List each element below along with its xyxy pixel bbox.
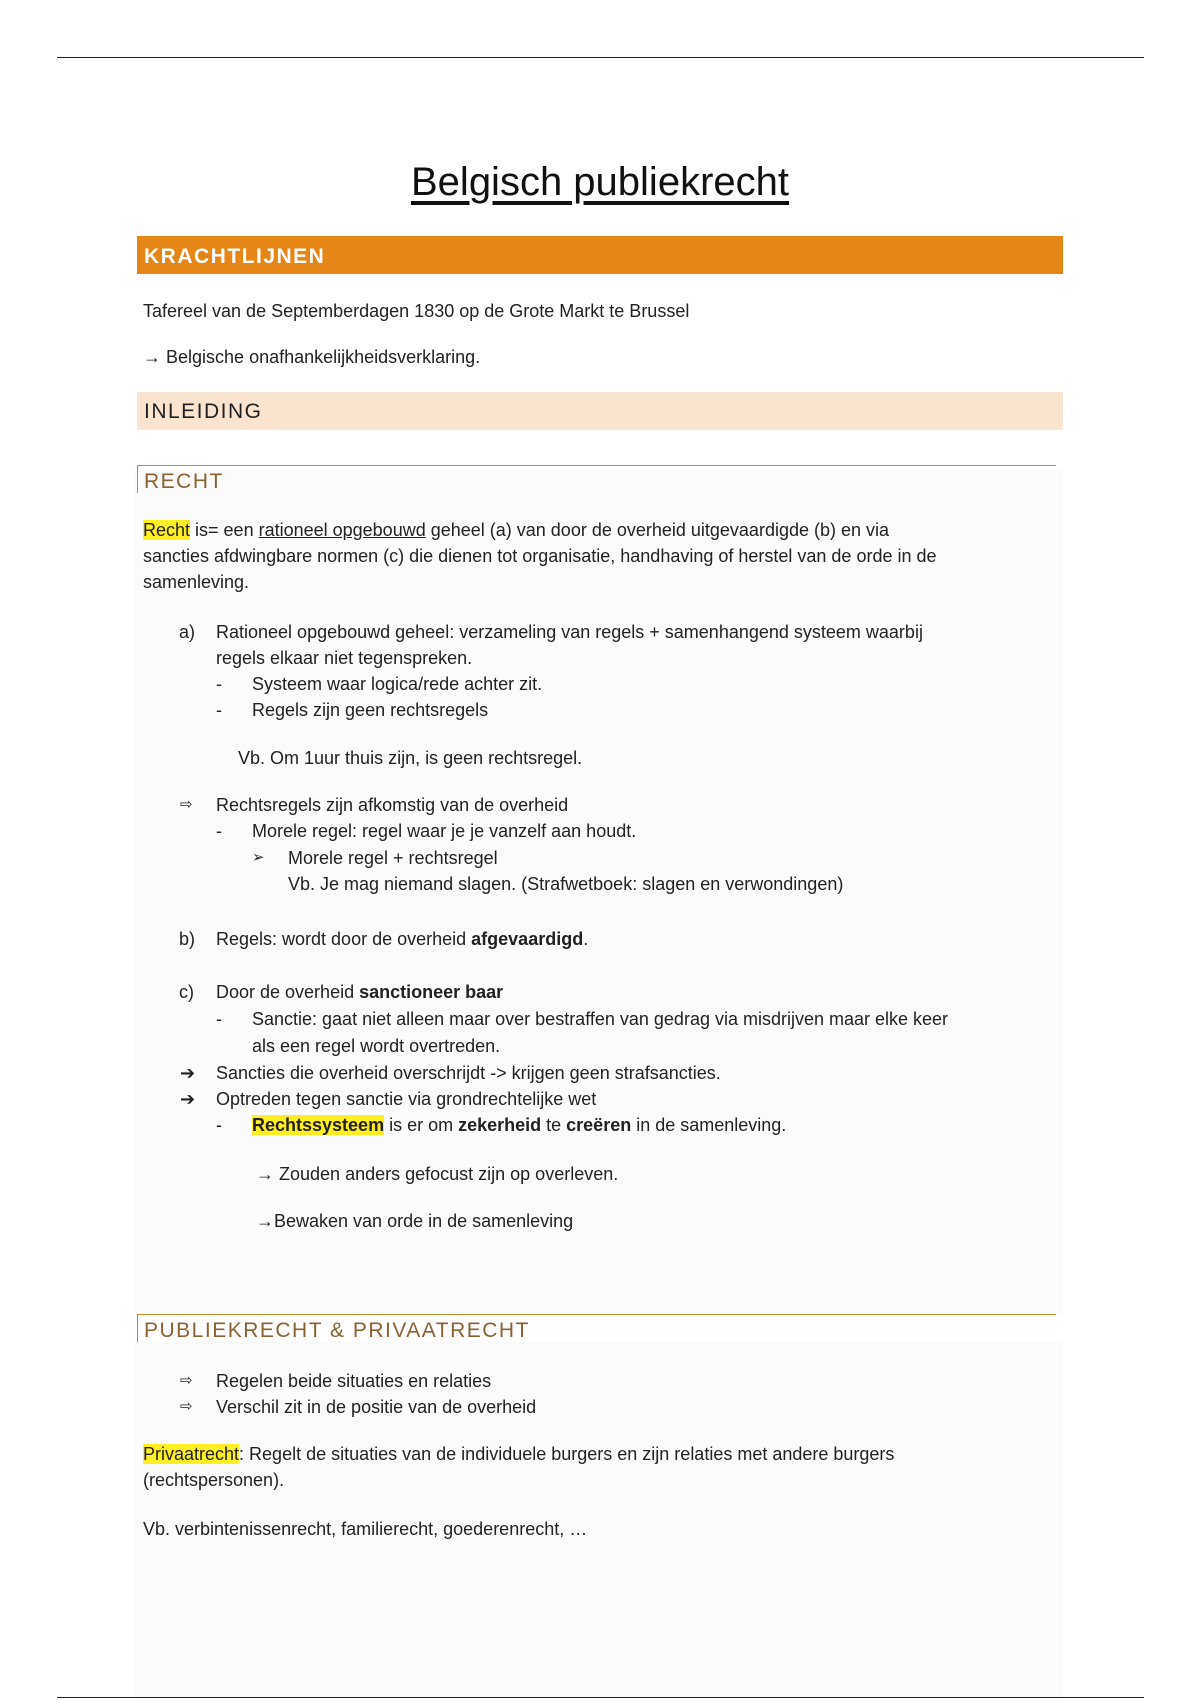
arrow-right-icon: → (256, 1211, 274, 1231)
page-title: Belgisch publiekrecht (411, 160, 789, 204)
dash-marker: - (216, 1009, 222, 1029)
item-c-sub1: Sanctie: gaat niet alleen maar over bestraffen van gedrag via misdrijven maar elke keer (252, 1009, 949, 1029)
recht-definition-line2: sancties afdwingbare normen (c) die dienen tot organisatie, handhaving of herstel van de orde in de (143, 546, 937, 566)
item-c-sub1b: als een regel wordt overtreden. (252, 1036, 501, 1056)
item-a-line2: regels elkaar niet tegenspreken. (216, 648, 473, 668)
bold-arrow-icon: ➔ (180, 1063, 196, 1083)
krachtlijnen-line2 (143, 344, 480, 370)
heading-recht: RECHT (137, 465, 1056, 493)
heading-publiek-privaat: PUBLIEKRECHT & PRIVAATRECHT (137, 1314, 1056, 1342)
outcome-1-text: Zouden anders gefocust zijn op overleven. (279, 1164, 619, 1184)
rechtsregels-text: Rechtsregels zijn afkomstig van de overheid (216, 795, 569, 815)
outcome-line2 (256, 1208, 573, 1234)
privaatrecht-example: Vb. verbintenissenrecht, familierecht, goederenrecht, … (143, 1519, 588, 1539)
privaatrecht-line2: (rechtspersonen). (143, 1470, 285, 1490)
highlight-recht: Recht (143, 520, 191, 540)
rechtsregels-sub: Morele regel: regel waar je je vanzelf aan houdt. (252, 821, 637, 841)
recht-def-is: is= een (190, 520, 259, 540)
hollow-arrow-icon: ⇨ (180, 796, 193, 813)
heading-krachtlijnen: KRACHTLIJNEN (137, 236, 1063, 274)
highlight-privaatrecht: Privaatrecht (143, 1444, 240, 1464)
recht-def-underlined: rationeel opgebouwd (258, 520, 426, 540)
item-c-plain: Door de overheid (216, 982, 360, 1002)
item-c-marker: c) (179, 982, 194, 1002)
dash-marker: - (216, 700, 222, 720)
krachtlijnen-line2-text: Belgische onafhankelijkheidsverklaring. (166, 347, 481, 367)
item-a-line1: Rationeel opgebouwd geheel: verzameling van regels + samenhangend systeem waarbij (216, 622, 923, 642)
bottom-rule (57, 1697, 1144, 1698)
item-a-example: Vb. Om 1uur thuis zijn, is geen rechtsregel. (238, 748, 583, 768)
top-rule (57, 57, 1144, 58)
outcome-2-text: Bewaken van orde in de samenleving (274, 1211, 574, 1231)
recht-definition-line1 (143, 517, 889, 543)
arrow-right-icon: → (256, 1164, 274, 1184)
highlight-rechtssysteem: Rechtssysteem (252, 1115, 385, 1135)
rs-mid1: is er om (384, 1115, 459, 1135)
item-b-marker: b) (179, 929, 196, 949)
dash-marker: - (216, 674, 222, 694)
arrowhead-bullet-icon: ➢ (252, 849, 265, 866)
rechtsregels-subsub: Morele regel + rechtsregel (288, 848, 498, 868)
item-b-end: . (583, 929, 589, 949)
publiek-point1: Regelen beide situaties en relaties (216, 1371, 492, 1391)
item-a-marker: a) (179, 622, 196, 642)
dash-marker: - (216, 821, 222, 841)
rs-bold-zekerheid: zekerheid (458, 1115, 542, 1135)
item-a-bullet2: Regels zijn geen rechtsregels (252, 700, 489, 720)
arrow-right-icon: → (143, 347, 161, 367)
rs-end: in de samenleving. (631, 1115, 787, 1135)
item-c-point1: Sancties die overheid overschrijdt -> krijgen geen strafsancties. (216, 1063, 721, 1083)
hollow-arrow-icon: ⇨ (180, 1398, 193, 1415)
item-b-plain: Regels: wordt door de overheid (216, 929, 472, 949)
dash-marker: - (216, 1115, 222, 1135)
rechtsregels-example: Vb. Je mag niemand slagen. (Strafwetboek: slagen en verwondingen) (288, 874, 844, 894)
rechtssysteem-line (252, 1112, 786, 1138)
recht-def-rest: geheel (a) van door de overheid uitgevaardigde (b) en via (425, 520, 890, 540)
privaatrecht-def: : Regelt de situaties van de individuele burgers en zijn relaties met andere burgers (239, 1444, 895, 1464)
bold-arrow-icon: ➔ (180, 1089, 196, 1109)
heading-inleiding: INLEIDING (137, 392, 1063, 430)
rs-bold-creeren: creëren (566, 1115, 632, 1135)
item-c-text (216, 979, 503, 1005)
recht-definition-line3: samenleving. (143, 572, 250, 592)
krachtlijnen-line1: Tafereel van de Septemberdagen 1830 op de Grote Markt te Brussel (143, 301, 690, 321)
item-c-point2: Optreden tegen sanctie via grondrechtelijke wet (216, 1089, 597, 1109)
item-b-bold: afgevaardigd (471, 929, 584, 949)
privaatrecht-line1 (143, 1441, 894, 1467)
item-b-text (216, 926, 588, 952)
item-a-bullet1: Systeem waar logica/rede achter zit. (252, 674, 543, 694)
publiek-point2: Verschil zit in de positie van de overheid (216, 1397, 537, 1417)
item-c-bold: sanctioneer baar (359, 982, 504, 1002)
hollow-arrow-icon: ⇨ (180, 1372, 193, 1389)
outcome-line1 (256, 1161, 618, 1187)
rs-mid2: te (541, 1115, 567, 1135)
